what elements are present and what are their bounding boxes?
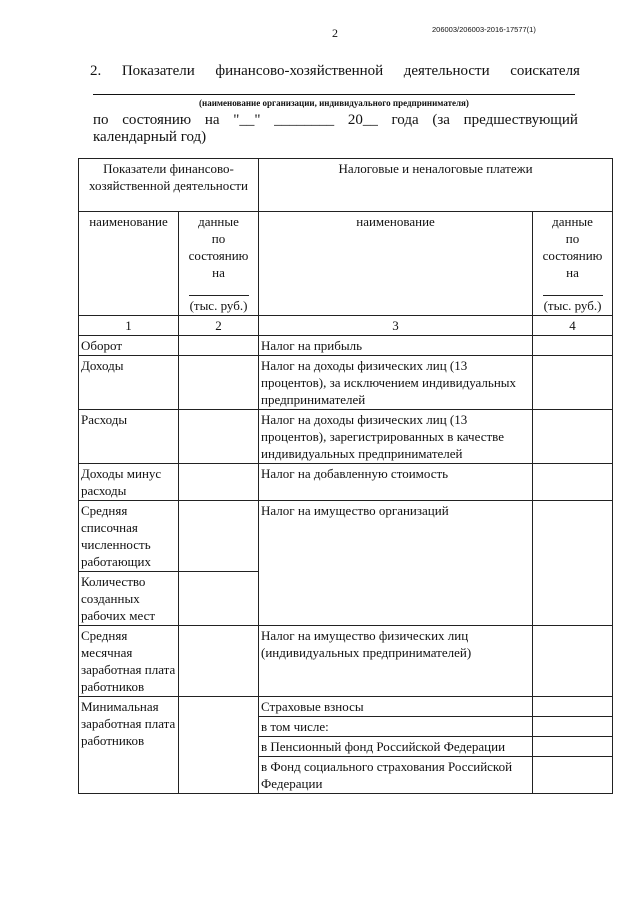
document-code: 206003/206003-2016-17577(1)	[432, 25, 536, 34]
payment-value-cell[interactable]	[533, 737, 613, 757]
asof-word: года	[391, 112, 419, 128]
payment-name: Налог на доходы физических лиц (13 процентов), за исключением индивидуальных предпринимателей	[259, 356, 533, 410]
indicator-value-cell[interactable]	[179, 356, 259, 410]
asof-year-blank: 20__	[347, 112, 378, 128]
payment-value-cell[interactable]	[533, 501, 613, 626]
asof-word: на	[204, 112, 220, 128]
organization-name-line	[93, 94, 575, 95]
header-data-line: на	[566, 265, 579, 280]
indicator-value-cell[interactable]	[179, 501, 259, 572]
indicator-value-cell[interactable]	[179, 697, 259, 794]
payment-name: в Фонд социального страхования Российской Федерации	[259, 757, 533, 794]
payment-value-cell[interactable]	[533, 717, 613, 737]
units-block	[181, 295, 256, 314]
column-number: 1	[79, 316, 179, 336]
payment-name: Налог на имущество организаций	[259, 501, 533, 626]
units-block	[535, 295, 610, 314]
payment-name: Налог на добавленную стоимость	[259, 464, 533, 501]
payment-name: в том числе:	[259, 717, 533, 737]
asof-word: (за	[432, 112, 450, 128]
as-of-line-2: календарный год)	[93, 129, 207, 145]
indicator-value-cell[interactable]	[179, 336, 259, 356]
column-number: 3	[259, 316, 533, 336]
payment-value-cell[interactable]	[533, 626, 613, 697]
indicator-value-cell[interactable]	[179, 464, 259, 501]
header-data-right	[533, 212, 613, 316]
header-data-line: по	[211, 231, 226, 246]
header-name-right: наименование	[259, 212, 533, 316]
column-number: 2	[179, 316, 259, 336]
indicator-name: Средняя месячная заработная плата работников	[79, 626, 179, 697]
header-data-line: данные	[552, 214, 593, 229]
asof-word: по	[93, 112, 109, 128]
payment-value-cell[interactable]	[533, 410, 613, 464]
page-number: 2	[332, 26, 338, 40]
title-word: Показатели	[121, 63, 195, 79]
indicator-name: Минимальная заработная плата работников	[79, 697, 179, 794]
column-number: 4	[533, 316, 613, 336]
units-label: (тыс. руб.)	[543, 298, 602, 313]
header-data-line: по	[565, 231, 580, 246]
title-word: 2.	[90, 63, 102, 79]
payment-name: Налог на прибыль	[259, 336, 533, 356]
header-data-line: состоянию	[542, 248, 603, 263]
header-tax-payments: Налоговые и неналоговые платежи	[259, 159, 613, 212]
organization-caption: (наименование организации, индивидуального предпринимателя)	[199, 98, 469, 108]
asof-day-blank: "__"	[233, 112, 261, 128]
indicator-name: Расходы	[79, 410, 179, 464]
as-of-line	[93, 112, 578, 129]
payment-value-cell[interactable]	[533, 356, 613, 410]
header-name-left: наименование	[79, 212, 179, 316]
title-word: финансово-хозяйственной	[215, 63, 384, 79]
header-data-line: данные	[198, 214, 239, 229]
payment-value-cell[interactable]	[533, 757, 613, 794]
indicator-value-cell[interactable]	[179, 572, 259, 626]
payment-value-cell[interactable]	[533, 336, 613, 356]
section-title	[90, 63, 580, 80]
payment-value-cell[interactable]	[533, 697, 613, 717]
payment-value-cell[interactable]	[533, 464, 613, 501]
asof-word: состоянию	[122, 112, 192, 128]
payment-name: Страховые взносы	[259, 697, 533, 717]
title-word: деятельности	[403, 63, 490, 79]
payment-name: Налог на доходы физических лиц (13 процентов), зарегистрированных в качестве индивидуальных предпринимателей	[259, 410, 533, 464]
indicator-value-cell[interactable]	[179, 626, 259, 697]
indicator-name: Доходы	[79, 356, 179, 410]
indicator-name: Доходы минус расходы	[79, 464, 179, 501]
header-data-line: состоянию	[188, 248, 249, 263]
asof-month-blank: ________	[274, 112, 335, 128]
payment-name: Налог на имущество физических лиц (индивидуальных предпринимателей)	[259, 626, 533, 697]
units-label: (тыс. руб.)	[189, 298, 248, 313]
header-data-line: на	[212, 265, 225, 280]
header-data-left	[179, 212, 259, 316]
indicator-name: Оборот	[79, 336, 179, 356]
asof-word: предшествующий	[463, 112, 578, 128]
indicator-value-cell[interactable]	[179, 410, 259, 464]
header-financial-indicators: Показатели финансово-хозяйственной деятельности	[79, 159, 259, 212]
financial-indicators-table	[78, 158, 613, 794]
title-word: соискателя	[510, 63, 580, 79]
payment-name: в Пенсионный фонд Российской Федерации	[259, 737, 533, 757]
indicator-name: Количество созданных рабочих мест	[79, 572, 179, 626]
indicator-name: Средняя списочная численность работающих	[79, 501, 179, 572]
